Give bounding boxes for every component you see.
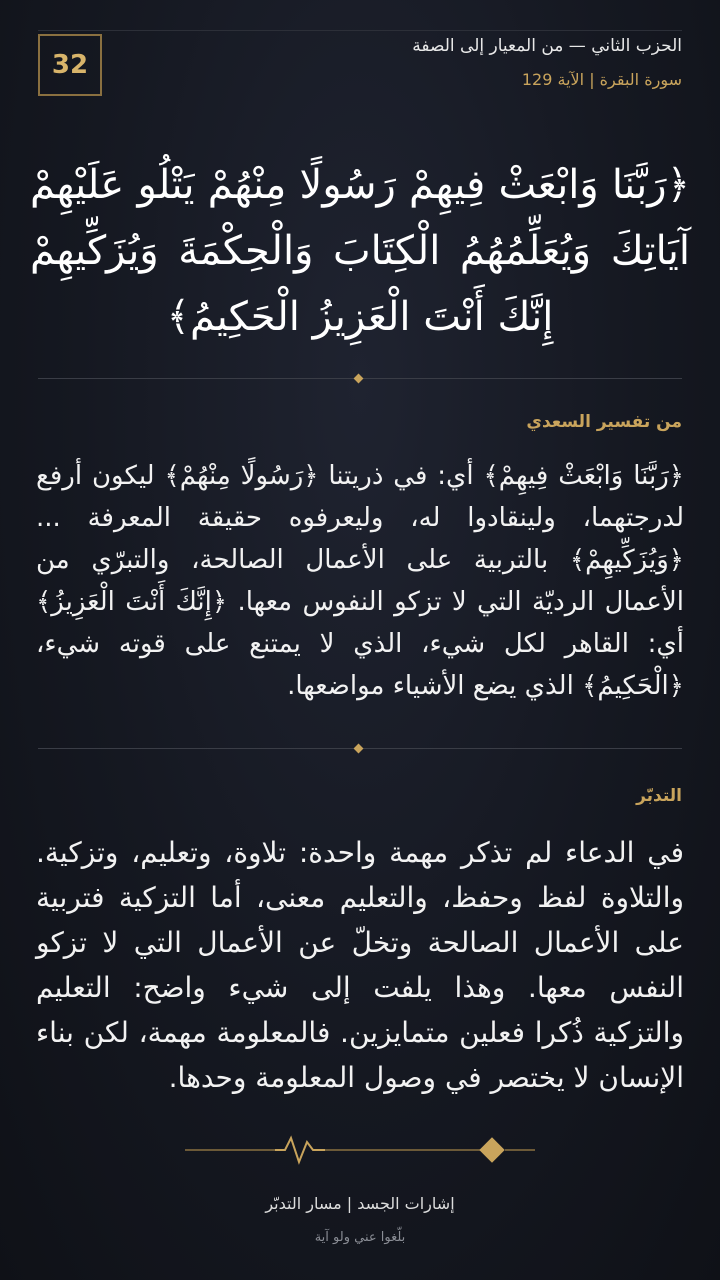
- heartbeat-ornament: [185, 1128, 535, 1172]
- header-title: الحزب الثاني — من المعيار إلى الصفة: [412, 36, 682, 56]
- footer-subtitle: بلّغوا عني ولو آية: [314, 1230, 406, 1245]
- tafsir-text: ﴿رَبَّنَا وَابْعَثْ فِيهِمْ﴾ أي: في ذريتنا ﴿رَسُولًا مِنْهُمْ﴾ ليكون أرفع لدرجتهما، ولينقادوا له، وليعرفوه حقيقة المعرفة ... ﴿وَيُزَكِّيهِمْ﴾ بالتربية على الأعمال الصالحة، والتبرّي من الأعمال الرديّة التي لا تزكو النفوس معها. ﴿إِنَّكَ أَنْتَ الْعَزِيزُ﴾ أي: القاهر لكل شيء، الذي لا يمتنع على قوته شيء، ﴿الْحَكِيمُ﴾ الذي يضع الأشياء مواضعها.: [36, 461, 684, 701]
- tafsir-label: من تفسير السعدي: [526, 412, 682, 432]
- quran-verse: ﴿رَبَّنَا وَابْعَثْ فِيهِمْ رَسُولًا مِنْهُمْ يَتْلُو عَلَيْهِمْ آيَاتِكَ وَيُعَلِّمُهُمُ الْكِتَابَ وَالْحِكْمَةَ وَيُزَكِّيهِمْ إِنَّكَ أَنْتَ الْعَزِيزُ الْحَكِيمُ﴾: [30, 162, 690, 340]
- header: [412, 36, 682, 89]
- header-subtitle: سورة البقرة | الآية 129: [521, 70, 682, 89]
- top-rule: [38, 30, 682, 31]
- page-number: 32: [51, 50, 89, 80]
- tadabbur-text: في الدعاء لم تذكر مهمة واحدة: تلاوة، وتعليم، وتزكية. والتلاوة لفظ وحفظ، والتعليم معنى، أما التزكية فتربية على الأعمال الصالحة وتخلّ عن الأعمال التي لا تزكو النفس معها. وهذا يلفت إلى شيء واضح: التعليم والتزكية ذُكرا فعلين متمايزين. فالمعلومة مهمة، لكن بناء الإنسان لا يختصر في وصول المعلومة وحدها.: [36, 836, 684, 1094]
- diamond-ornament-2: [354, 744, 364, 754]
- tadabbur-label: التدبّر: [636, 786, 682, 806]
- page-number-badge: [38, 34, 102, 96]
- footer-title: إشارات الجسد | مسار التدبّر: [265, 1194, 455, 1213]
- diamond-ornament-1: [354, 374, 364, 384]
